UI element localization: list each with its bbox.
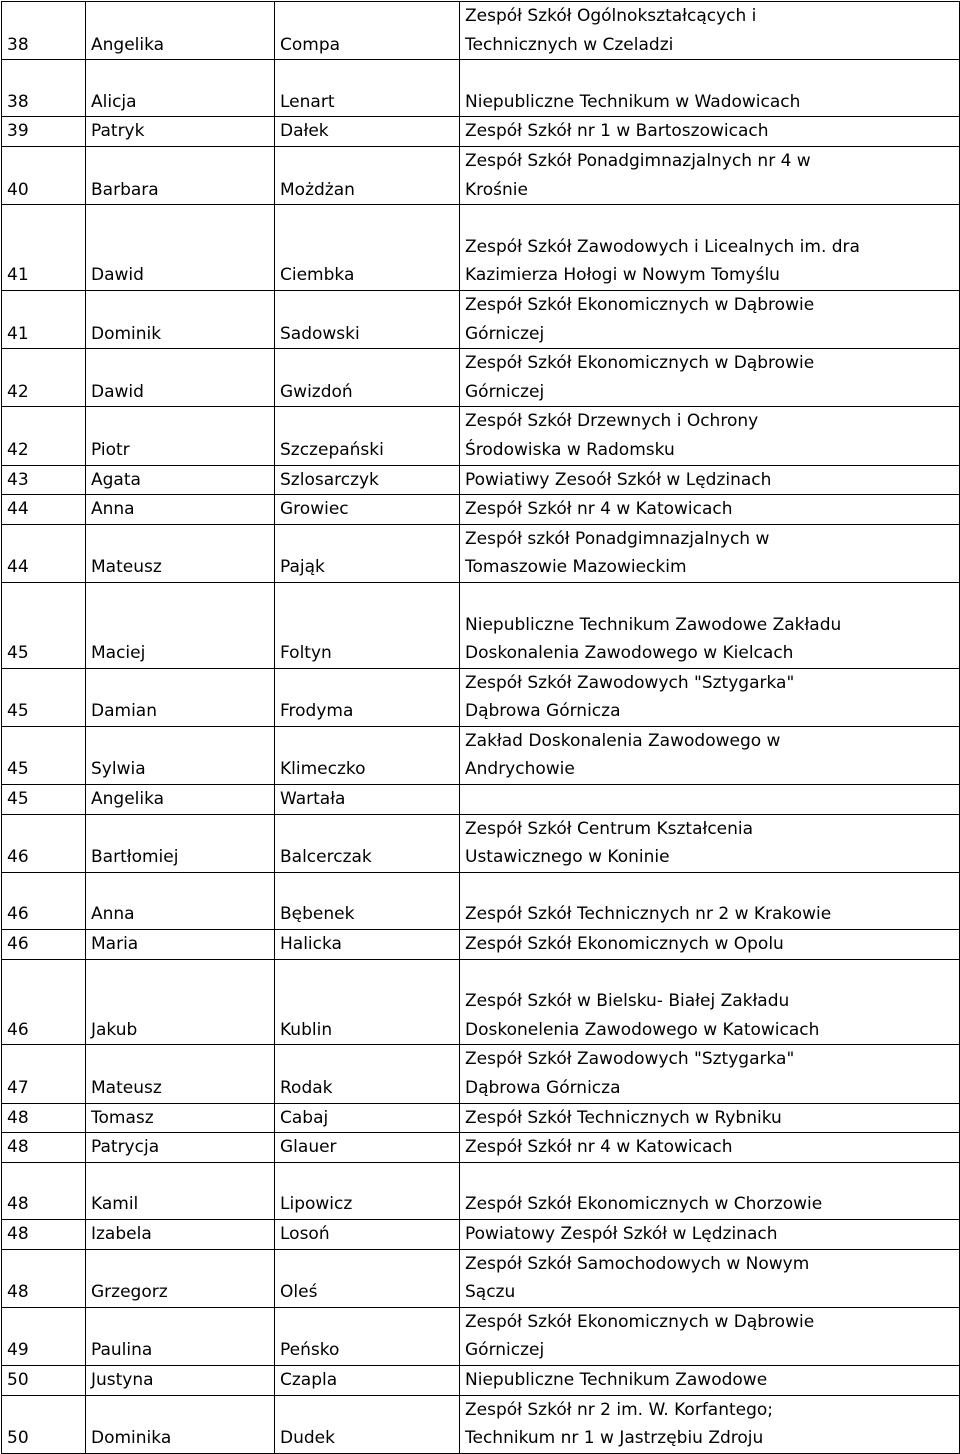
first-name-cell: Justyna <box>86 1365 275 1395</box>
first-name-cell: Damian <box>86 668 275 726</box>
first-name-cell: Sylwia <box>86 726 275 784</box>
school-cell <box>460 785 960 815</box>
last-name-cell: Rodak <box>275 1045 460 1103</box>
school-cell: Zespół Szkół Samochodowych w Nowym Sączu <box>460 1249 960 1307</box>
table-row <box>2 959 960 1045</box>
school-cell: Zespół Szkół Technicznych w Rybniku <box>460 1103 960 1133</box>
rank-cell: 50 <box>2 1395 86 1453</box>
school-cell: Zespół Szkół w Bielsku- Białej Zakładu Doskonelenia Zawodowego w Katowicach <box>460 959 960 1045</box>
last-name-cell: Compa <box>275 2 460 60</box>
last-name-cell: Frodyma <box>275 668 460 726</box>
last-name-cell: Możdżan <box>275 146 460 204</box>
first-name-cell: Grzegorz <box>86 1249 275 1307</box>
rank-cell: 46 <box>2 959 86 1045</box>
first-name-cell: Paulina <box>86 1307 275 1365</box>
rank-cell: 42 <box>2 349 86 407</box>
first-name-cell: Mateusz <box>86 1045 275 1103</box>
last-name-cell: Gwizdoń <box>275 349 460 407</box>
first-name-cell: Agata <box>86 465 275 495</box>
last-name-cell: Foltyn <box>275 582 460 668</box>
last-name-cell: Wartała <box>275 785 460 815</box>
school-cell: Zespół Szkół nr 2 im. W. Korfantego; Technikum nr 1 w Jastrzębiu Zdroju <box>460 1395 960 1453</box>
rank-cell: 49 <box>2 1307 86 1365</box>
first-name-cell: Dominik <box>86 290 275 348</box>
last-name-cell: Sadowski <box>275 290 460 348</box>
rank-cell: 48 <box>2 1133 86 1163</box>
table-row <box>2 1219 960 1249</box>
rank-cell: 48 <box>2 1219 86 1249</box>
table-row <box>2 60 960 117</box>
last-name-cell: Czapla <box>275 1365 460 1395</box>
last-name-cell: Szczepański <box>275 407 460 465</box>
school-cell: Zespół szkół Ponadgimnazjalnych w Tomaszowie Mazowieckim <box>460 524 960 582</box>
first-name-cell: Alicja <box>86 60 275 117</box>
school-cell: Zespół Szkół Ekonomicznych w Opolu <box>460 930 960 960</box>
last-name-cell: Lenart <box>275 60 460 117</box>
rank-cell: 45 <box>2 785 86 815</box>
last-name-cell: Szlosarczyk <box>275 465 460 495</box>
school-cell: Niepubliczne Technikum w Wadowicach <box>460 60 960 117</box>
rank-cell: 48 <box>2 1249 86 1307</box>
rank-cell: 44 <box>2 495 86 525</box>
school-cell: Powiatowy Zespół Szkół w Lędzinach <box>460 1219 960 1249</box>
rank-cell: 41 <box>2 205 86 291</box>
last-name-cell: Halicka <box>275 930 460 960</box>
school-cell: Zespół Szkół Zawodowych "Sztygarka" Dąbrowa Górnicza <box>460 668 960 726</box>
school-cell: Zespół Szkół nr 4 w Katowicach <box>460 495 960 525</box>
first-name-cell: Izabela <box>86 1219 275 1249</box>
table-row <box>2 1103 960 1133</box>
rank-cell: 42 <box>2 407 86 465</box>
table-row <box>2 1133 960 1163</box>
rank-cell: 38 <box>2 2 86 60</box>
first-name-cell: Bartłomiej <box>86 814 275 872</box>
last-name-cell: Bębenek <box>275 872 460 929</box>
first-name-cell: Patryk <box>86 117 275 147</box>
school-cell: Zespół Szkół Technicznych nr 2 w Krakowie <box>460 872 960 929</box>
table-row <box>2 726 960 784</box>
table-row <box>2 1307 960 1365</box>
last-name-cell: Kublin <box>275 959 460 1045</box>
table-row <box>2 205 960 291</box>
first-name-cell: Dominika <box>86 1395 275 1453</box>
table-row <box>2 785 960 815</box>
rank-cell: 38 <box>2 60 86 117</box>
first-name-cell: Jakub <box>86 959 275 1045</box>
results-table-body <box>2 2 960 1454</box>
first-name-cell: Mateusz <box>86 524 275 582</box>
table-row <box>2 930 960 960</box>
rank-cell: 47 <box>2 1045 86 1103</box>
rank-cell: 48 <box>2 1103 86 1133</box>
last-name-cell: Growiec <box>275 495 460 525</box>
table-row <box>2 1162 960 1219</box>
school-cell: Zespół Szkół nr 4 w Katowicach <box>460 1133 960 1163</box>
table-row <box>2 872 960 929</box>
school-cell: Zespół Szkół Ekonomicznych w Dąbrowie Górniczej <box>460 1307 960 1365</box>
first-name-cell: Maciej <box>86 582 275 668</box>
table-row <box>2 407 960 465</box>
last-name-cell: Ciembka <box>275 205 460 291</box>
rank-cell: 43 <box>2 465 86 495</box>
first-name-cell: Tomasz <box>86 1103 275 1133</box>
school-cell: Zakład Doskonalenia Zawodowego w Andrychowie <box>460 726 960 784</box>
rank-cell: 44 <box>2 524 86 582</box>
rank-cell: 41 <box>2 290 86 348</box>
school-cell: Zespół Szkół Zawodowych "Sztygarka" Dąbrowa Górnicza <box>460 1045 960 1103</box>
first-name-cell: Patrycja <box>86 1133 275 1163</box>
school-cell: Zespół Szkół Ekonomicznych w Dąbrowie Górniczej <box>460 349 960 407</box>
table-row <box>2 1249 960 1307</box>
table-row <box>2 1365 960 1395</box>
table-row <box>2 495 960 525</box>
rank-cell: 46 <box>2 872 86 929</box>
school-cell: Zespół Szkół Ogólnokształcących i Technicznych w Czeladzi <box>460 2 960 60</box>
table-row <box>2 349 960 407</box>
first-name-cell: Maria <box>86 930 275 960</box>
first-name-cell: Dawid <box>86 205 275 291</box>
rank-cell: 45 <box>2 582 86 668</box>
school-cell: Powiatiwy Zesoół Szkół w Lędzinach <box>460 465 960 495</box>
first-name-cell: Angelika <box>86 785 275 815</box>
first-name-cell: Angelika <box>86 2 275 60</box>
school-cell: Niepubliczne Technikum Zawodowe Zakładu Doskonalenia Zawodowego w Kielcach <box>460 582 960 668</box>
last-name-cell: Dudek <box>275 1395 460 1453</box>
rank-cell: 39 <box>2 117 86 147</box>
results-table <box>1 1 960 1454</box>
table-row <box>2 1395 960 1453</box>
rank-cell: 45 <box>2 726 86 784</box>
last-name-cell: Dałek <box>275 117 460 147</box>
table-row <box>2 290 960 348</box>
table-row <box>2 146 960 204</box>
last-name-cell: Lipowicz <box>275 1162 460 1219</box>
school-cell: Zespół Szkół Drzewnych i Ochrony Środowiska w Radomsku <box>460 407 960 465</box>
first-name-cell: Barbara <box>86 146 275 204</box>
last-name-cell: Pająk <box>275 524 460 582</box>
last-name-cell: Glauer <box>275 1133 460 1163</box>
table-row <box>2 117 960 147</box>
school-cell: Zespół Szkół Ekonomicznych w Dąbrowie Górniczej <box>460 290 960 348</box>
first-name-cell: Anna <box>86 872 275 929</box>
last-name-cell: Losoń <box>275 1219 460 1249</box>
first-name-cell: Anna <box>86 495 275 525</box>
last-name-cell: Oleś <box>275 1249 460 1307</box>
first-name-cell: Dawid <box>86 349 275 407</box>
rank-cell: 46 <box>2 814 86 872</box>
first-name-cell: Kamil <box>86 1162 275 1219</box>
last-name-cell: Balcerczak <box>275 814 460 872</box>
school-cell: Zespół Szkół nr 1 w Bartoszowicach <box>460 117 960 147</box>
last-name-cell: Cabaj <box>275 1103 460 1133</box>
school-cell: Niepubliczne Technikum Zawodowe <box>460 1365 960 1395</box>
table-row <box>2 2 960 60</box>
rank-cell: 46 <box>2 930 86 960</box>
school-cell: Zespół Szkół Ponadgimnazjalnych nr 4 w Krośnie <box>460 146 960 204</box>
school-cell: Zespół Szkół Ekonomicznych w Chorzowie <box>460 1162 960 1219</box>
last-name-cell: Klimeczko <box>275 726 460 784</box>
school-cell: Zespół Szkół Centrum Kształcenia Ustawicznego w Koninie <box>460 814 960 872</box>
table-row <box>2 1045 960 1103</box>
table-row <box>2 524 960 582</box>
first-name-cell: Piotr <box>86 407 275 465</box>
last-name-cell: Peńsko <box>275 1307 460 1365</box>
rank-cell: 40 <box>2 146 86 204</box>
table-row <box>2 465 960 495</box>
rank-cell: 50 <box>2 1365 86 1395</box>
rank-cell: 48 <box>2 1162 86 1219</box>
rank-cell: 45 <box>2 668 86 726</box>
table-row <box>2 582 960 668</box>
table-row <box>2 668 960 726</box>
school-cell: Zespół Szkół Zawodowych i Licealnych im. dra Kazimierza Hołogi w Nowym Tomyślu <box>460 205 960 291</box>
table-row <box>2 814 960 872</box>
